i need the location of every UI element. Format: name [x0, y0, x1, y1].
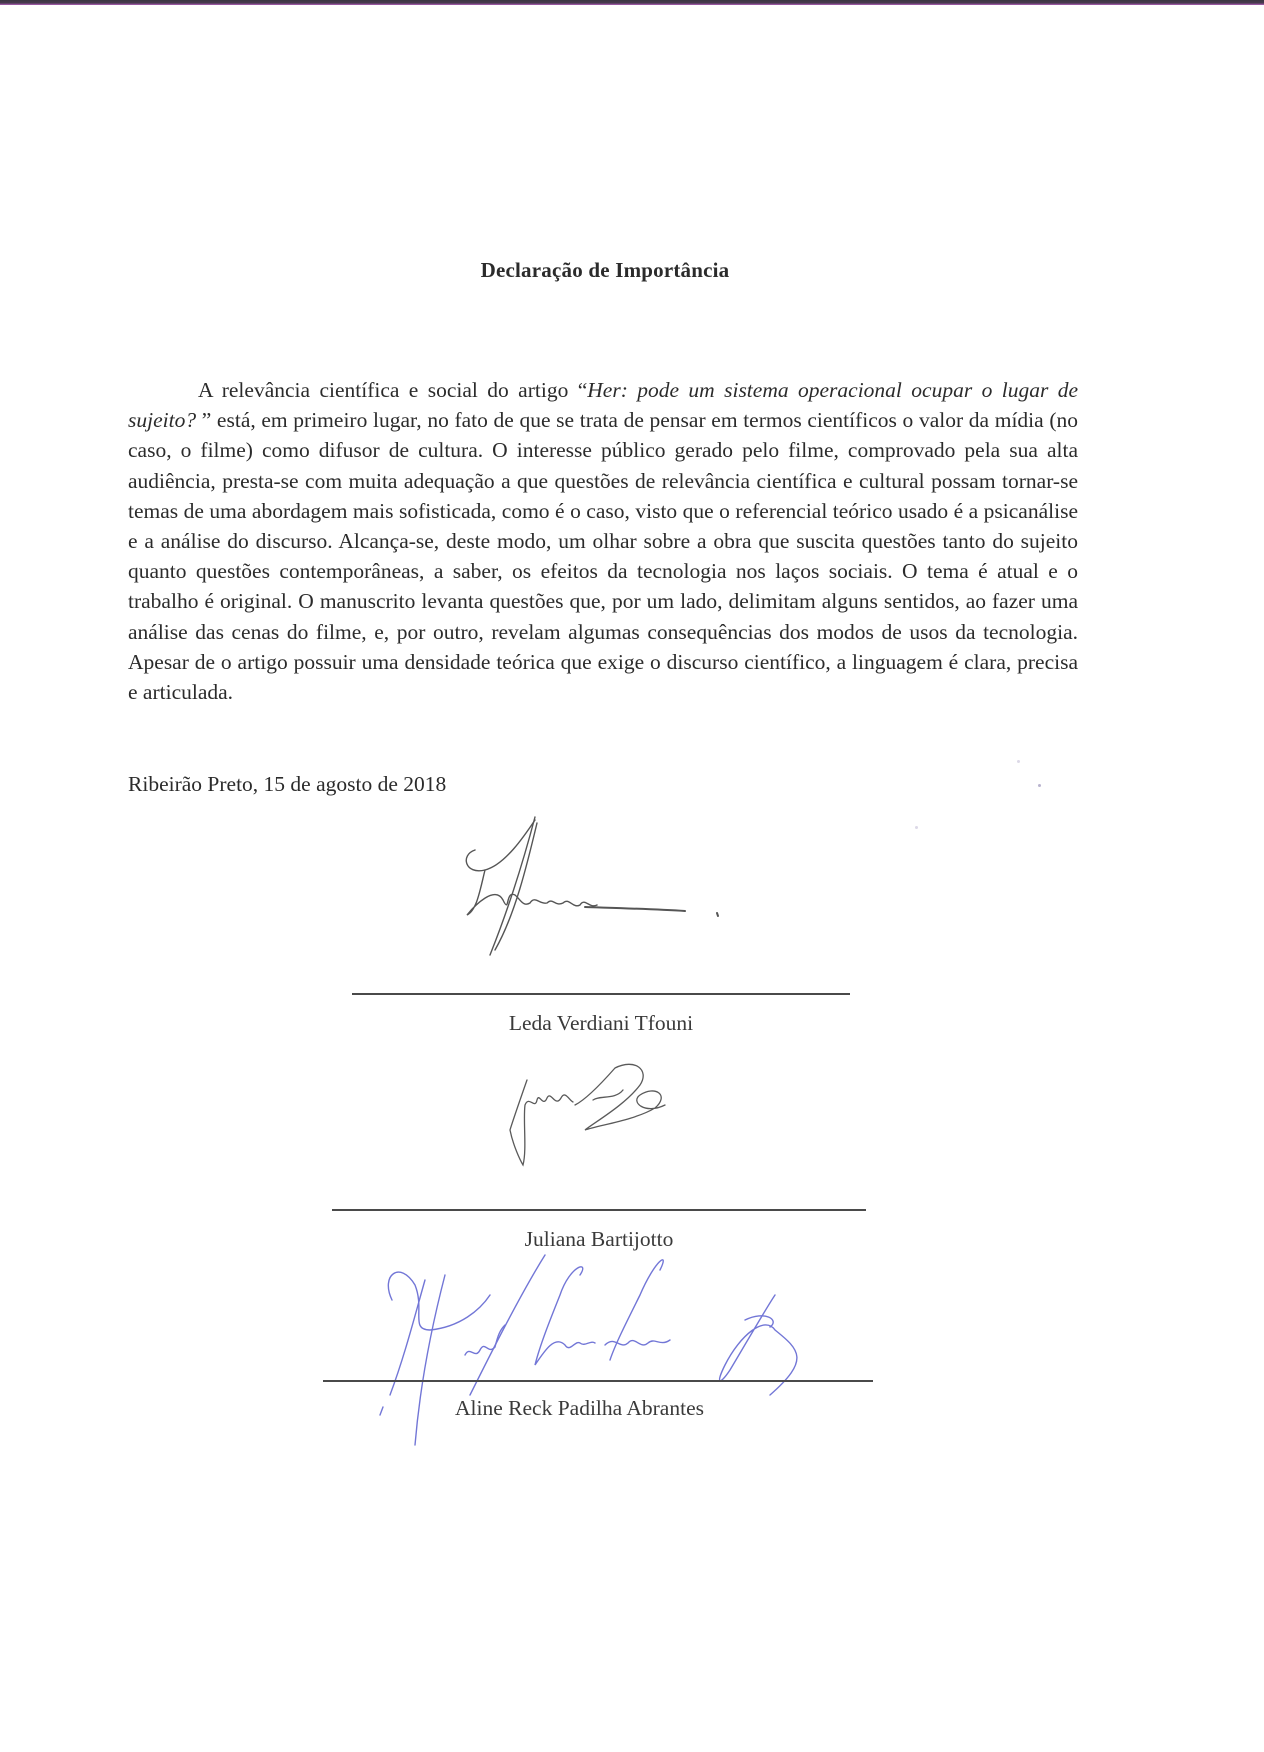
signatory-name-3: Aline Reck Padilha Abrantes [455, 1396, 704, 1420]
article-title: Her: pode um sistema operacional ocupar o lugar de sujeito? [128, 378, 1078, 433]
signature-line-1 [352, 993, 850, 995]
scan-speck [1017, 760, 1020, 763]
scan-speck [915, 826, 918, 829]
place-and-date: Ribeirão Preto, 15 de agosto de 2018 [128, 772, 447, 796]
signatory-name-1: Leda Verdiani Tfouni [508, 1011, 694, 1035]
signature-leda-tfouni [455, 815, 735, 975]
signatory-name-2: Juliana Bartijotto [524, 1227, 674, 1251]
importance-paragraph [128, 375, 1078, 707]
signature-line-3 [323, 1380, 873, 1382]
scan-speck [1038, 784, 1041, 787]
paragraph-body: ” está, em primeiro lugar, no fato de que se trata de pensar em termos científicos o valor da mídia (no caso, o filme) como difusor de cultura. O interesse público gerado pelo filme, comprovado pela sua alta audiência, presta-se com muita adequação a que questões de relevância científica e cultural possam tornar-se temas de uma abordagem mais sofisticada, como é o caso, visto que o referencial teórico usado é a psicanálise e a análise do discurso. Alcança-se, deste modo, um olhar sobre a obra que suscita questões tanto do sujeito quanto questões contemporâneas, a saber, os efeitos da tecnologia nos laços sociais. O tema é atual e o trabalho é original. O manuscrito levanta questões que, por um lado, delimitam alguns sentidos, ao fazer uma análise das cenas do filme, e, por outro, revelam algumas consequências dos modos de usos da tecnologia. Apesar de o artigo possuir uma densidade teórica que exige o discurso científico, a linguagem é clara, precisa e articulada. [128, 408, 1078, 705]
signature-line-2 [332, 1209, 866, 1211]
signature-juliana-bartijotto [505, 1060, 695, 1170]
document-title: Declaração de Importância [480, 258, 730, 282]
signature-aline-abrantes [370, 1255, 820, 1455]
paragraph-intro: A relevância científica e social do artigo “ [198, 378, 588, 402]
scan-top-border [0, 0, 1264, 5]
